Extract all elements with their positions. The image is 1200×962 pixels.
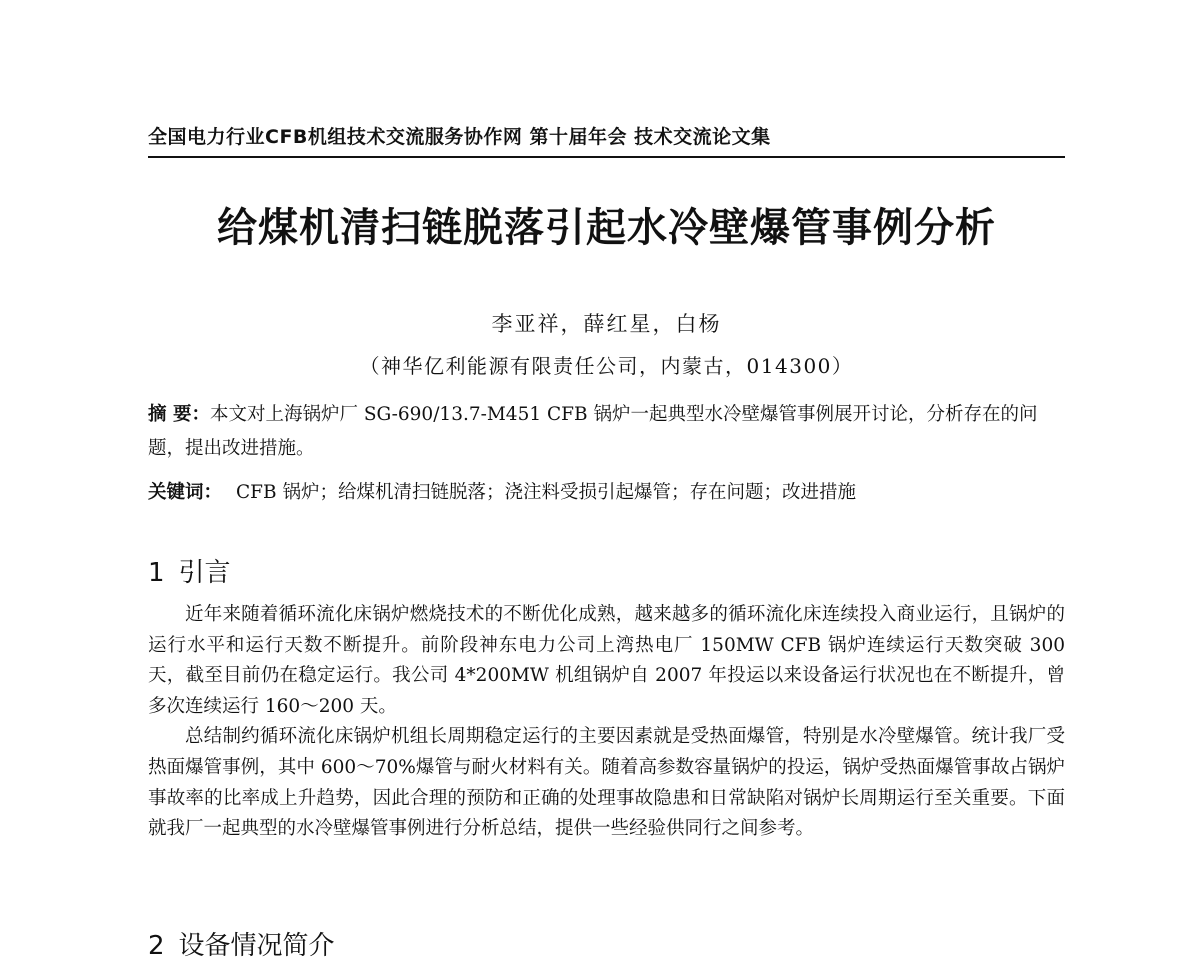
abstract bbox=[148, 398, 1065, 466]
authors: 李亚祥，薛红星，白杨 bbox=[491, 312, 722, 336]
section-title: 引言 bbox=[178, 558, 231, 588]
section-number: 2 bbox=[148, 931, 165, 961]
introduction-body bbox=[148, 600, 1065, 845]
header-rule bbox=[148, 156, 1065, 158]
abstract-label: 摘 要： bbox=[148, 404, 210, 425]
paragraph: 近年来随着循环流化床锅炉燃烧技术的不断优化成熟，越来越多的循环流化床连续投入商业运行，且锅炉的运行水平和运行天数不断提升。前阶段神东电力公司上湾热电厂 150MW CFB 锅炉连续运行天数突破 300 天，截至目前仍在稳定运行。我公司 4*200MW 机组锅炉自 2007 年投运以来设备运行状况也在不断提升，曾多次连续运行 160～200 天。 bbox=[148, 604, 1065, 717]
paper-page bbox=[148, 0, 1068, 961]
abstract-text: 本文对上海锅炉厂 SG-690/13.7-M451 CFB 锅炉一起典型水冷壁爆管事例展开讨论，分析存在的问题，提出改进措施。 bbox=[148, 404, 1038, 459]
affiliation: （神华亿利能源有限责任公司，内蒙古，014300） bbox=[359, 354, 854, 378]
section-heading-equipment bbox=[148, 925, 335, 962]
section-title: 设备情况简介 bbox=[178, 931, 335, 961]
paper-title: 给煤机清扫链脱落引起水冷壁爆管事例分析 bbox=[217, 205, 996, 251]
running-header: 全国电力行业CFB机组技术交流服务协作网 第十届年会 技术交流论文集 bbox=[148, 126, 771, 148]
paragraph: 总结制约循环流化床锅炉机组长周期稳定运行的主要因素就是受热面爆管，特别是水冷壁爆管。统计我厂受热面爆管事例，其中 600～70%爆管与耐火材料有关。随着高参数容量锅炉的投运，锅炉受热面爆管事故占锅炉事故率的比率成上升趋势，因此合理的预防和正确的处理事故隐患和日常缺陷对锅炉长周期运行至关重要。下面就我厂一起典型的水冷壁爆管事例进行分析总结，提供一些经验供同行之间参考。 bbox=[148, 726, 1065, 840]
keywords bbox=[148, 478, 1065, 508]
keywords-text: CFB 锅炉；给煤机清扫链脱落；浇注料受损引起爆管；存在问题；改进措施 bbox=[236, 482, 856, 503]
keywords-label: 关键词： bbox=[148, 482, 223, 503]
section-number: 1 bbox=[148, 558, 165, 588]
section-heading-introduction bbox=[148, 552, 231, 589]
